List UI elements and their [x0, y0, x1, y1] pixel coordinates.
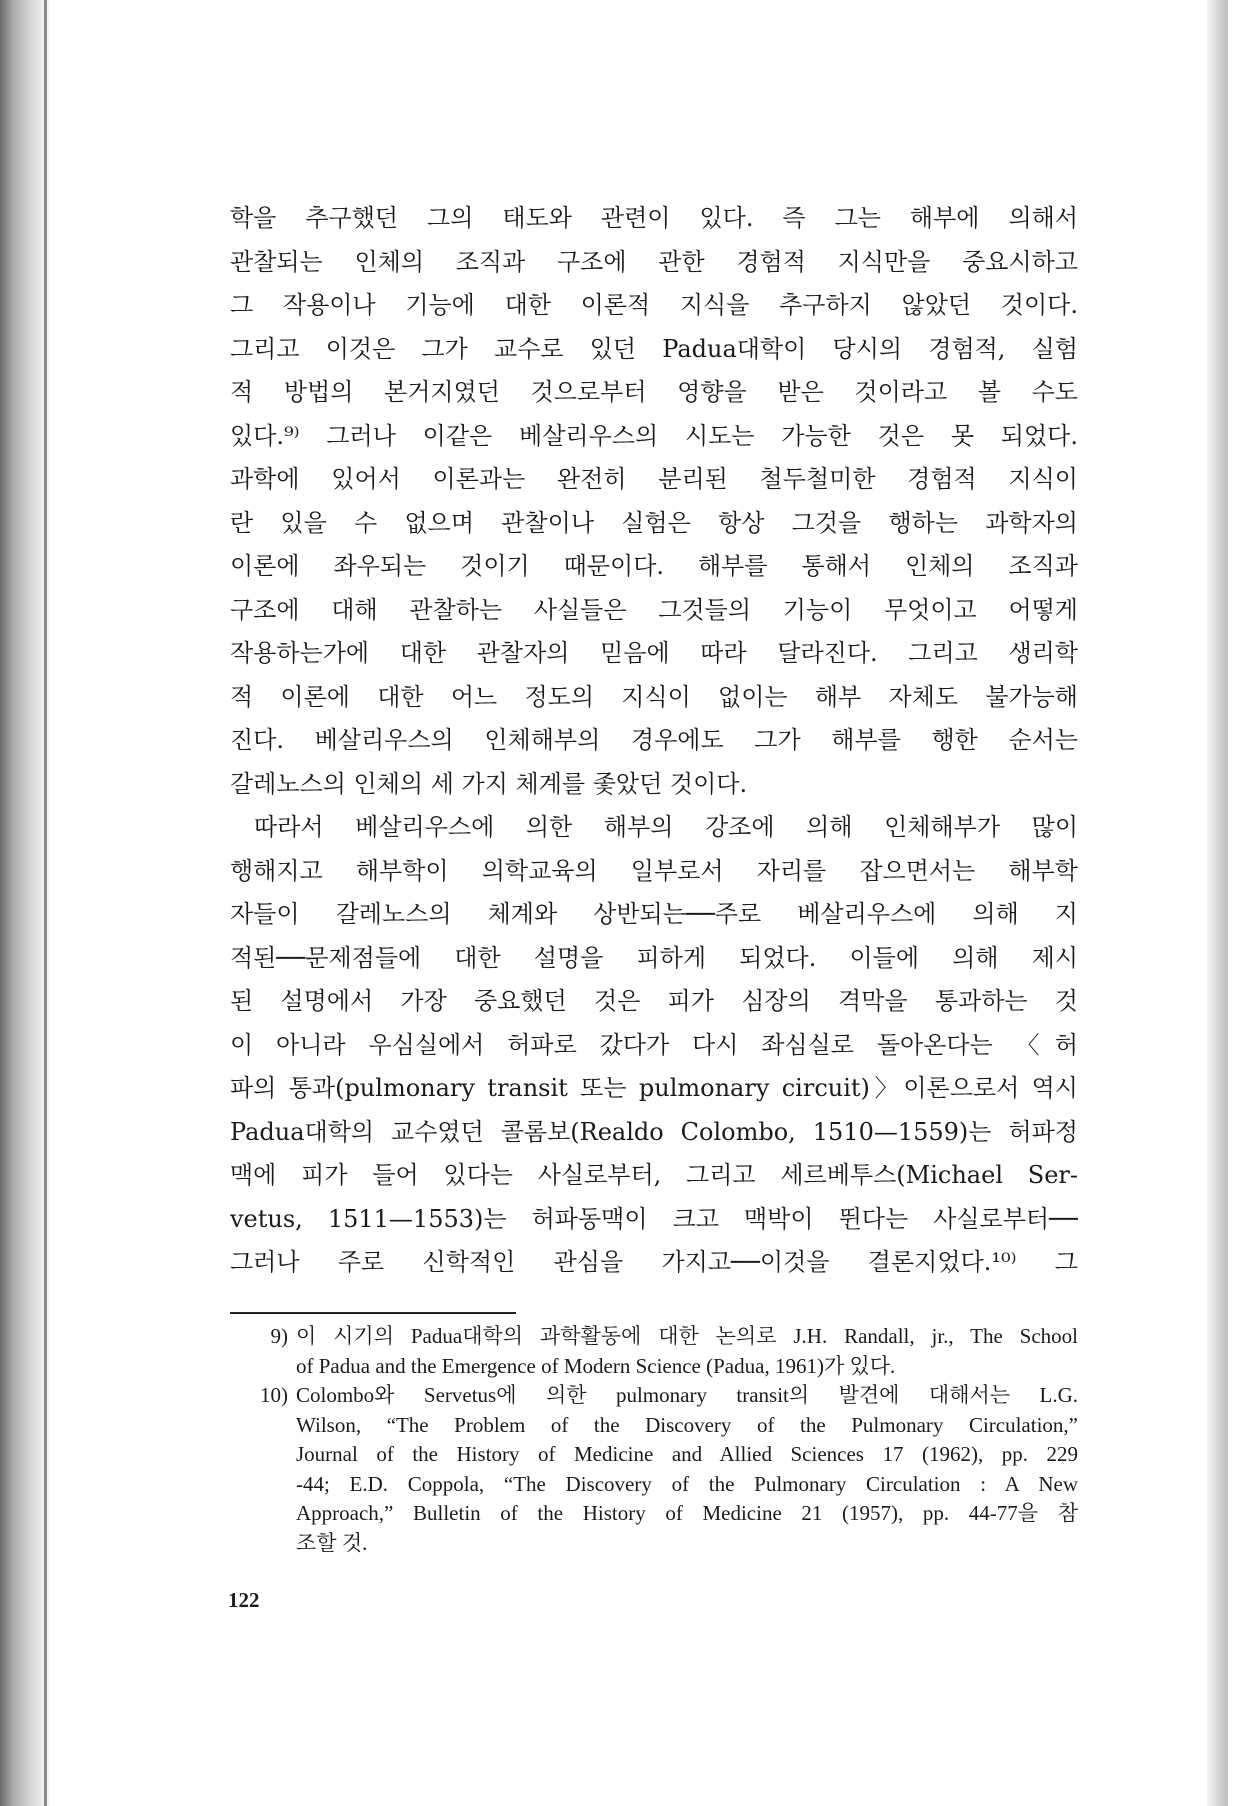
body-line: 행해지고 해부학이 의학교육의 일부로서 자리를 잡으면서는 해부학: [230, 856, 1078, 885]
book-spine: [0, 0, 50, 1806]
body-line: 적 방법의 본거지였던 것으로부터 영향을 받은 것이라고 볼 수도: [230, 378, 1078, 406]
spine-edge: [44, 0, 47, 1806]
body-line: 자들이 갈레노스의 체계와 상반되는──주로 베살리우스에 의해 지: [230, 900, 1078, 928]
footnotes: [230, 1322, 1078, 1558]
body-line: 이 아니라 우심실에서 허파로 갔다가 다시 좌심실로 돌아온다는 〈허: [230, 1030, 1078, 1059]
footnote-line: Colombo와 Servetus에 의한 pulmonary transit의 발견에 대해서는 L.G.: [296, 1383, 1078, 1407]
body-line: 된 설명에서 가장 중요했던 것은 피가 심장의 격막을 통과하는 것: [230, 987, 1078, 1015]
page-edge-shadow: [1207, 0, 1228, 1806]
footnote-line: 이 시기의 Padua대학의 과학활동에 대한 논의로 J.H. Randall, jr., The School: [296, 1324, 1078, 1348]
body-line: 진다. 베살리우스의 인체해부의 경우에도 그가 해부를 행한 순서는: [230, 726, 1078, 754]
body-line: 그 작용이나 기능에 대한 이론적 지식을 추구하지 않았던 것이다.: [230, 291, 1078, 319]
footnote-10: [230, 1381, 1078, 1558]
footnote-divider: [230, 1312, 516, 1314]
body-line: 그러나 주로 신학적인 관심을 가지고──이것을 결론지었다.¹⁰⁾ 그: [230, 1248, 1078, 1276]
footnote-line: 조할 것.: [296, 1530, 368, 1555]
body-line: vetus, 1511—1553)는 허파동맥이 크고 맥박이 뛴다는 사실로부터──: [230, 1204, 1078, 1233]
body-line: 있다.⁹⁾ 그러나 이같은 베살리우스의 시도는 가능한 것은 못 되었다.: [230, 421, 1078, 450]
body-line: 적 이론에 대한 어느 정도의 지식이 없이는 해부 자체도 불가능해: [230, 682, 1078, 711]
page-number: 122: [228, 1588, 260, 1612]
body-line: 그리고 이것은 그가 교수로 있던 Padua대학이 당시의 경험적, 실험: [230, 334, 1078, 363]
footnote-line: -44; E.D. Coppola, “The Discovery of the Pulmonary Circulation : A New: [296, 1471, 1078, 1496]
footnote-marker: 10): [260, 1383, 288, 1407]
body-line: 갈레노스의 인체의 세 가지 체계를 좇았던 것이다.: [230, 769, 748, 798]
body-line: 란 있을 수 없으며 관찰이나 실험은 항상 그것을 행하는 과학자의: [230, 508, 1078, 537]
body-line: 파의 통과(pulmonary transit 또는 pulmonary circuit)〉이론으로서 역시: [230, 1074, 1078, 1102]
body-line: 과학에 있어서 이론과는 완전히 분리된 철두철미한 경험적 지식이: [230, 465, 1078, 493]
body-line: 맥에 피가 들어 있다는 사실로부터, 그리고 세르베투스(Michael Ser-: [230, 1161, 1078, 1189]
footnote-line: Approach,” Bulletin of the History of Medicine 21 (1957), pp. 44-77을 참: [296, 1501, 1078, 1525]
body-line: 구조에 대해 관찰하는 사실들은 그것들의 기능이 무엇이고 어떻게: [230, 595, 1078, 624]
body-text: [230, 197, 1078, 1285]
footnote-line: Wilson, “The Problem of the Discovery of the Pulmonary Circulation,”: [296, 1412, 1078, 1437]
body-line: 학을 추구했던 그의 태도와 관련이 있다. 즉 그는 해부에 의해서: [230, 204, 1078, 232]
footnote-line: Journal of the History of Medicine and Allied Sciences 17 (1962), pp. 229: [296, 1442, 1078, 1466]
body-line: 따라서 베살리우스에 의한 해부의 강조에 의해 인체해부가 많이: [254, 813, 1078, 841]
body-line: 관찰되는 인체의 조직과 구조에 관한 경험적 지식만을 중요시하고: [230, 247, 1078, 276]
body-line: Padua대학의 교수였던 콜롬보(Realdo Colombo, 1510—1559)는 허파정: [230, 1117, 1078, 1146]
footnote-9: [230, 1322, 1078, 1381]
body-line: 이론에 좌우되는 것이기 때문이다. 해부를 통해서 인체의 조직과: [230, 552, 1078, 580]
footnote-line: of Padua and the Emergence of Modern Science (Padua, 1961)가 있다.: [296, 1353, 896, 1378]
body-line: 작용하는가에 대한 관찰자의 믿음에 따라 달라진다. 그리고 생리학: [230, 639, 1078, 667]
footnote-marker: 9): [270, 1324, 288, 1348]
body-line: 적된──문제점들에 대한 설명을 피하게 되었다. 이들에 의해 제시: [230, 943, 1078, 972]
